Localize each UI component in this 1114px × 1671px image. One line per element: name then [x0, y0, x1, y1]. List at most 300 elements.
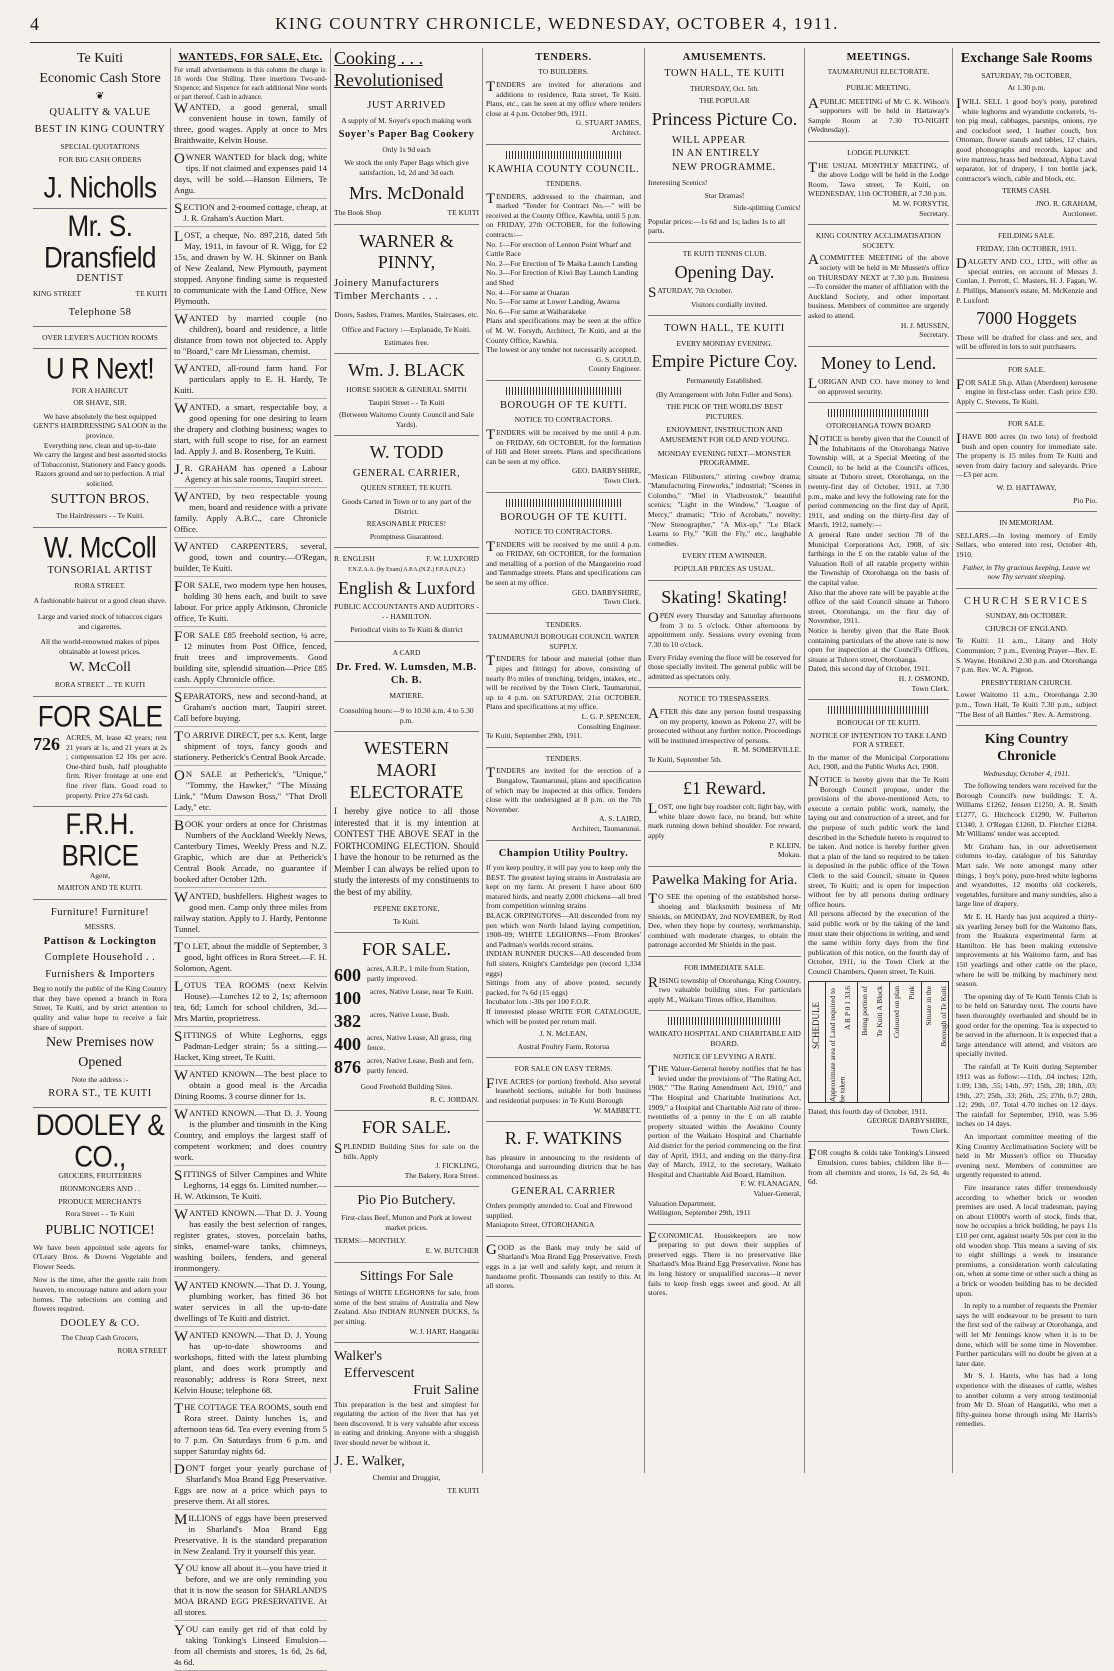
popular-usual: POPULAR PRICES AS USUAL.	[673, 564, 776, 574]
news-paragraphs	[956, 781, 1097, 1429]
classified-ad: DON'T forget your yearly purchase of Sharland's Moa Brand Egg Preservative. Eggs are now at a price which pays to preserve them. At all stores.	[174, 1463, 327, 1510]
osmond-name: H. J. OSMOND,	[898, 673, 949, 683]
brice-name: F.R.H. BRICE	[61, 806, 139, 873]
monday-next: MONDAY EVENING NEXT—MONSTER PROGRAMME.	[657, 448, 792, 468]
tenders-heading: TENDERS.	[535, 52, 592, 63]
mussen-title: Secretary.	[919, 330, 949, 340]
star-dramas: Star Dramas!	[704, 190, 745, 200]
divider	[486, 747, 641, 748]
english-luxford: English & Luxford	[338, 577, 475, 598]
soyer-price: Only 1s 9d each	[382, 144, 431, 154]
ornament-icon: ❦	[95, 90, 105, 102]
hattaway-for-sale: FOR SALE.	[1007, 419, 1046, 429]
black-trade: HORSE SHOER & GENERAL SMITH	[346, 385, 467, 395]
borough-text-1: TENDERS will be received by me until 4 p.m. on FRIDAY, 6th OCTOBER, for the formation of Hill and Hetet streets. Plans and specifications can be seen at my office.	[486, 426, 641, 466]
column-2	[170, 48, 330, 1668]
hattaway-text: IHAVE 800 acres (in two lots) of freehold bush and open country for immediate sale. The property is 15 miles from Te Kuiti and seven from dairy factory and saleyards. Price—£3 per acre.	[956, 431, 1097, 480]
kawhia-plans: Plans and specifications may be seen at the office of M. W. Forsyth, Architect, Te Kuiti, and at the County Office, Kawhia.	[486, 316, 641, 345]
english-name: R. ENGLISH	[334, 554, 375, 564]
somerville-name: R. M. SOMERVILLE.	[733, 745, 801, 755]
dentist-label: DENTIST	[76, 273, 124, 285]
economical-text: ECONOMICAL Housekeepers are now preparing to put down their supplies of preserved eggs. There is no preservative like Sharland's Moa Brand Egg Preservative. None has its long history or unqualified success—it never fails to keep fresh eggs sweet and good. At all stores.	[648, 1229, 801, 1298]
divider	[334, 731, 479, 732]
classified-ad: WANTED KNOWN—The best place to obtain a good meal is the Arcadia Dining Rooms. 3 course dinner for 1s.	[174, 1069, 327, 1105]
lot-description: acres, A.R.P., 1 mile from Station, partly improved.	[367, 964, 470, 983]
schedule-header-situate: Situate in the	[924, 985, 933, 1026]
classified-ad: WANTED KNOWN.—That D. J. Young has up-to-date showrooms and workshops, fitted with the latest plumbing plant, and does work promptly and reasonably; address is Rora Street, next Kelvin House; telephone 68.	[174, 1330, 327, 1399]
lodge-text: THE USUAL MONTHLY MEETING, of the above Lodge will be held in the Lodge Room, Tawa street, Te Kuiti, on WEDNESDAY, 11th OCTOBER, at 7.30 p.m.	[808, 159, 949, 199]
schedule-col-3	[889, 982, 922, 1102]
accountants-label: PUBLIC ACCOUNTANTS AND AUDITORS - - - HAMILTON.	[334, 602, 479, 621]
classified-ad: TO ARRIVE DIRECT, per s.s. Kent, large shipment of toys, fancy goods and stationery. Petherick's Central Book Arcade.	[174, 730, 327, 766]
mexican-programme: "Mexican Filibusters," stirring cowboy drama; "Manufacturing Fireworks," industrial; "Scenes in Colombo," "Miel in Vladivostok," beautiful scenics; "Light in the Window," "League of Mercy," dramatic; "Trio of Acrobats," novelty; "New Stenographer," "A Mix-up," "Le Black Learns to Fly," "Kill the Fly," etc., laughable comedies.	[648, 471, 801, 548]
watkins-orders: Orders promptly attended to. Coal and Firewood supplied.	[486, 1201, 633, 1220]
objections-text: All persons affected by the execution of the said public work or by the taking of the land must state their objections in writing, and send the same within forty days from the first publication of this notice, on the fourth day of October, 1911, to the Town Clerk at the Council Chambers, Queen street, Te Kuiti.	[808, 909, 949, 976]
sellars-verse: Father, in Thy gracious keeping, Leave we now Thy servant sleeping.	[962, 562, 1091, 582]
mccoll-address: RORA STREET ... TE KUITI	[54, 680, 146, 690]
warner-office: Office and Factory :—Esplanade, Te Kuiti.	[342, 325, 471, 335]
store-name: Economic Cash Store	[39, 70, 161, 86]
gould-title: County Engineer.	[588, 364, 641, 374]
allan-text: FOR SALE 5h.p. Allan (Aberdeen) kerosene engine in first-class order. Cash price £30. Apply C. Stevens, Te Kuiti.	[956, 376, 1097, 406]
opened-label: Opened	[78, 1055, 122, 1071]
taumarunui-electorate: TAUMARUNUI ELECTORATE.	[827, 67, 930, 77]
acres-number: 726	[33, 734, 60, 755]
divider	[648, 771, 801, 772]
butcher-name: E. W. BUTCHER	[425, 1245, 479, 1255]
lodge-heading: LODGE PLUNKET.	[847, 148, 910, 157]
hattaway-town: Pio Pio.	[1073, 495, 1097, 505]
classified-ad: SITTINGS of Silver Campines and White Leghorns, 14 eggs 6s. Limited number.—H. W. Atkinson, Te Kuiti.	[174, 1169, 327, 1205]
mccoll-name: W. McColl	[43, 529, 157, 565]
jordan-name: R. C. JORDAN.	[430, 1094, 479, 1104]
flanagan-name: F. W. FLANAGAN,	[740, 1179, 801, 1189]
divider	[334, 1262, 479, 1263]
flanagan-title: Valuer-General,	[753, 1188, 801, 1198]
arrangement: (By Arrangement with John Fuller and Sons).	[656, 389, 793, 399]
classifieds-heading: WANTEDS, FOR SALE, Etc.	[178, 52, 323, 63]
piopio-butchery: Pio Pio Butchery.	[357, 1193, 456, 1209]
james-name: G. STUART JAMES,	[575, 118, 641, 128]
lot-number: 100	[334, 988, 361, 1009]
classified-ad: WANTED KNOWN.—That D. J. Young has easily the best selection of ranges, register grates, stoves, porcelain baths, sinks, enamel-ware tanks, chimneys, washing boilers, fenders, and general ironmongery.	[174, 1208, 327, 1277]
todd-carrier: GENERAL CARRIER,	[352, 468, 461, 480]
public-meeting: PUBLIC MEETING.	[846, 83, 911, 93]
church-england: CHURCH OF ENGLAND.	[985, 623, 1068, 633]
feilding-date: FRIDAY, 13th OCTOBER, 1911.	[976, 243, 1077, 253]
dooley-grocers: GROCERS, FRUITERERS	[58, 1171, 142, 1181]
warner-estimates: Estimates free.	[384, 337, 429, 347]
pawelka-heading: Pawelka Making for Aria.	[651, 872, 798, 888]
news-paragraph: Mr S. J. Harris, who has had a long experience with the diseases of cattle, wishes to another column a very strong testimonial from Mr D. Sloan of Hangatiki, who met a fifty-guinea horse through using Mr Harris's remedies.	[956, 1371, 1097, 1429]
divider	[648, 687, 801, 688]
todd-street: QUEEN STREET, TE KUITI.	[360, 483, 453, 493]
divider	[808, 1141, 949, 1142]
otorohanga-notice: NOTICE is hereby given that the Council of the Inhabitants of the Otorohanga Native Township will, at a Special Meeting of the Council, to be held at the Council's offices, situate at Tuhoro street, Otorohanga, on the twenty-first day of October, 1911, at 7.30 p.m., make and levy the following rate for the period commencing on the first day of April, 1911, and ending on the thirty-first day of March, 1912, namely:—	[808, 433, 949, 530]
divider	[808, 346, 949, 347]
tenders-heading-4: TENDERS.	[545, 753, 582, 763]
revolutionised-heading: Revolutionised	[334, 69, 443, 90]
classified-ad: ON SALE at Petherick's, "Unique," "Tommy, the Hawker," "The Missing Link," "Mum Dawson Boss," "That Droll Lady," etc.	[174, 769, 327, 816]
pattison-furnishers: Furnishers & Importers	[45, 968, 155, 980]
warner-timber: Timber Merchants . . .	[334, 291, 439, 303]
schedule-value-area: A R P 0 1 33.6	[843, 985, 852, 1030]
laird-name: A. S. LAIRD,	[599, 814, 641, 824]
lorigan-text: LORIGAN AND CO. have money to lend on approved security.	[808, 376, 949, 396]
lot-number: 600	[334, 965, 361, 986]
hart-name: W. J. HART, Hangatiki	[409, 1326, 479, 1336]
divider	[486, 492, 641, 493]
news-paragraph: Fire insurance rates differ tremendously according to whether brick or wooden premises are used. A local tradesman, paying on about £1000's worth of stock, finds that, now he occupies a brick building, he pays 11s £10 per cent, against nearly 50s per cent in the old wooden shop. This means a saving of six to eight shillings a week to insurance premiums, a consideration worth calculating on, when at some time or other such a thing as a brick or wooden building has to be decided upon.	[956, 1183, 1097, 1298]
presbyterian-text: Lower Waitomo 11 a.m., Otorohanga 2.30 p.m., Town Hall, Te Kuiti 7.30 p.m., subject "The Best of all Battles." Rev. A. Armstrong.	[956, 690, 1097, 719]
page-number: 4	[30, 14, 41, 34]
mclean-farm: Austral Poultry Farm, Rotorua	[517, 1041, 610, 1051]
dentist-location: OVER LEVER'S AUCTION ROOMS	[42, 332, 158, 342]
sellars-text: SELLARS.—In loving memory of Emily Sellars, who entered into rest, October 4th, 1910.	[956, 530, 1097, 559]
skating-friday: Every Friday evening the floor will be reserved for those specially invited. The general public will be admitted as spectators only.	[648, 652, 801, 681]
tenders-heading-3: TENDERS.	[545, 619, 582, 629]
klein-town: Mokau.	[777, 850, 801, 860]
contract-item: No. 6—For same at Waiharakeke	[486, 306, 586, 316]
dooley-name: DOOLEY & CO.,	[35, 1107, 165, 1174]
soyer-stock: We stock the only Paper Bags which give satisfaction, 1d, 2d and 3d each	[344, 158, 469, 177]
pattison-text: Beg to notify the public of the King Country that they have opened a branch in Rora Street, Te Kuiti, and by strict attention to quality and value hope to receive a fair share of support.	[33, 984, 167, 1032]
poultry-text: If you keep poultry, it will pay you to keep only the BEST. The greatest laying strains in Australasia are kept on my farm. At present I have about 600 matured birds, and nearly 2,000 chickens—all bred from competition winning strains	[486, 863, 641, 911]
acres-text: ACRES, M. lease 42 years; rent 21 years at 1s, and 21 years at 2s ; compensation £2 10s per acre. One-third bush, half ploughable firm. River frontage at one end fine river flats. Good road to property. Price 27s 6d cash.	[66, 733, 167, 800]
divider	[33, 326, 167, 327]
lot-description: acres, Native Lease, All grass, ring fence.	[367, 1033, 472, 1052]
princess-picture-co: Princess Picture Co.	[651, 109, 798, 130]
black-between: (Between Waitomo County Council and Sale Yards).	[339, 410, 474, 429]
lot-row	[334, 987, 479, 1010]
kawhia-text: TENDERS, addressed to the chairman, and marked "Tender for Contract No.—" will be received at the County Office, Kawhia, until 5 p.m. on FRIDAY, 27th OCTOBER, for the following contracts:—	[486, 190, 641, 239]
news-paragraph: In reply to a number of requests the Premier says he will endeavour to be present to turn the first sod of the railway at Otorohanga, and will let Mr Jennings know when it is to be done, which will be some time in November. Further particulars will no doubt be given at a later date.	[956, 1301, 1097, 1368]
goodbank-text: GOOD as the Bank may truly be said of Sharland's Moa Brand Egg Preservative. Fresh eggs in a jar well and safely kept, and return it handsome profit. Thousands can testify to this. At all stores.	[486, 1241, 641, 1291]
town-hall-2: TOWN HALL, TE KUITI	[664, 323, 785, 335]
mcdonald-shop: The Book Shop	[334, 208, 382, 218]
classified-ad: J.R. GRAHAM has opened a Labour Agency at his sale rooms, Taupiri street.	[174, 463, 327, 488]
trespass-text: AFTER this date any person found trespassing on my property, known as Pokeno 27, will be prosecuted without any further notice. Proceedings will be instituted irrespective of persons.	[648, 705, 801, 745]
brice-location: MARTON AND TE KUITI.	[57, 883, 143, 893]
new-premises: New Premises now	[45, 1035, 155, 1051]
jordan-for-sale: FOR SALE.	[361, 939, 451, 960]
luxford-name: F. W. LUXFORD	[426, 554, 479, 564]
presbyterian-heading: PRESBYTERIAN CHURCH.	[981, 677, 1072, 687]
taumarunui-heading: TAUMARUNUI BOROUGH COUNCIL WATER SUPPLY.	[487, 632, 640, 651]
incubator-lots: Incubator lots :-30s per 100 F.O.R.	[486, 997, 591, 1007]
matter-text: In the matter of the Municipal Corporations Act, 1908, and the Public Works Act, 1908.	[808, 752, 949, 772]
divider	[648, 1010, 801, 1011]
kawhia-lowest: The lowest or any tender not necessarily accepted.	[486, 345, 638, 355]
classified-ad: YOU can easily get rid of that cold by taking Tonking's Linseed Emulsion—from all chemists and stores, 1s 6d, 2s 6d, 4s 6d.	[174, 1624, 327, 1671]
kawhia-tenders: TENDERS.	[545, 179, 582, 189]
jordan-lots	[334, 964, 479, 1079]
divider	[33, 348, 167, 349]
terms-cash: TERMS CASH.	[1002, 186, 1051, 196]
fruit-saline-heading: Fruit Saline	[413, 1382, 479, 1398]
divider	[486, 1236, 641, 1237]
tennis-heading: TE KUITI TENNIS CLUB.	[682, 248, 767, 258]
divider	[486, 1057, 641, 1058]
divider	[648, 315, 801, 316]
classified-ad: OWNER WANTED for black dog, white tips. If not claimed and expenses paid 14 days, will be sold.—Hanson Eilmers, Te Angu.	[174, 152, 327, 199]
fickling-text: SPLENDID Building Sites for sale on the hills. Apply	[334, 1140, 479, 1161]
divider	[334, 547, 479, 548]
columns	[30, 48, 1100, 1668]
dentist-town: TE KUITI	[135, 288, 167, 298]
divider	[808, 224, 949, 225]
sutton-saloon: GENT'S HAIRDRESSING SALOON in the province.	[33, 421, 167, 441]
divider	[33, 527, 167, 528]
side-splitting: Side-splitting Comics!	[733, 203, 801, 213]
saline-text: This preparation is the best and simplest for regulating the action of the liver that has yet been discovered. It is very valuable after excess in eating and drinking. Anyone with a sluggish liver should never be without it.	[334, 1399, 479, 1448]
walker-name: J. E. Walker,	[334, 1453, 405, 1469]
schedule-header-area: Approximate area of Land required to be taken	[828, 987, 847, 1102]
somerville-date: Te Kuiti, September 5th.	[648, 754, 722, 764]
dentist-street: KING STREET	[33, 288, 82, 298]
editorial-masthead: King Country Chronicle	[984, 732, 1069, 764]
crest-icon	[506, 151, 621, 159]
valuation-date: Wellington, September 29th, 1911	[648, 1208, 751, 1218]
crest-icon	[506, 499, 621, 507]
memoriam-heading: IN MEMORIAM.	[999, 518, 1054, 528]
divider	[334, 932, 479, 933]
todd-name: W. TODD	[369, 442, 444, 463]
dooley-address: Rora Street - - Te Kuiti	[65, 1209, 135, 1219]
lot-row	[334, 1033, 479, 1056]
black-name: Wm. J. BLACK	[348, 360, 465, 381]
enjoyment: ENJOYMENT, INSTRUCTION AND AMUSEMENT FOR OLD AND YOUNG.	[659, 425, 790, 444]
fickling-bakery: The Bakery, Rora Street.	[404, 1170, 479, 1180]
every-monday: EVERY MONDAY EVENING.	[676, 338, 773, 348]
catalogue-text: If interested please WRITE FOR CATALOGUE, which will be posted per return mail.	[486, 1006, 641, 1026]
pattison-line: Complete Household . .	[44, 952, 156, 964]
news-paragraph: The opening day of Te Kuiti Tennis Club is to be held on Saturday next. The courts have been thoroughly overhauled and should be in good order for the opening. Tea is expected to be served in the afternoon. It is expected that a large attendance will attend, and visitors are specially invited.	[956, 991, 1097, 1059]
contract-item: No. 4—For same at Ouarau	[486, 287, 570, 297]
sittings-text: Sittings of WHITE LEGHORNS for sale, from some of the best strains of Australia and New Zealand. Also INDIAN RUNNER DUCKS, 5s per sitting.	[334, 1288, 479, 1327]
classified-ad: THE COTTAGE TEA ROOMS, south end Rora street. Dainty lunches 1s, and afternoon teas 6d. Tea every evening from 5 to 7 p.m. On Saturdays from 6 p.m. and supper Saturday nights 6d.	[174, 1402, 327, 1460]
mccoll-haircut: A fashionable haircut or a good clean shave.	[33, 596, 167, 606]
western-maori-heading: WESTERN MAORI ELECTORATE	[349, 738, 464, 802]
mccoll-name-2: W. McColl	[69, 660, 131, 676]
fickling-for-sale: FOR SALE.	[361, 1117, 451, 1138]
kawhia-contracts	[486, 240, 641, 317]
exchange-date: SATURDAY, 7th OCTOBER,	[981, 70, 1072, 80]
lost-text: LOST, one light bay roadster colt, light bay, with white blaze down face, no brand, but white mark running down behind shoulder. For reward, apply	[648, 801, 801, 840]
town-hall-1: TOWN HALL, TE KUITI	[664, 68, 785, 80]
divider	[808, 402, 949, 403]
sutton-new: Everything new, clean and up-to-date	[43, 440, 157, 450]
skating-text: OPEN every Thursday and Saturday afternoons from 3 to 5 o'clock. Other afternoons by appointment only. Sessions every evening from 7.30 to 10 o'clock.	[648, 610, 801, 649]
note-address: Note the address :-	[71, 1074, 129, 1084]
mccoll-stock: Large and varied stock of tobaccos cigars and cigarettes.	[37, 611, 163, 631]
classified-ad: WANTED, a good general, small convenient house in town, family of three, good wages. Apply at once to Mrs Braithwaite, Kelvin House.	[174, 102, 327, 149]
divider	[334, 641, 479, 642]
qualifications: F.N.Z.A.A. (by Exam) A.P.A.(N.Z.) F.P.A.(N.Z.)	[348, 567, 465, 574]
eketone-text: I hereby give notice to all those interested that it is my intention at CONTEST THE ABOVE SEAT in the FORTHCOMING ELECTION. Should I have the honour to be returned as the Member I can always be relied upon to study the interests of my constituents to the best of my ability.	[334, 806, 479, 897]
lumsden-hours: Consulting hours:—9 to 10.30 a.m. 4 to 5.30 p.m.	[339, 706, 474, 725]
warner-name: WARNER & PINNY,	[359, 230, 454, 273]
just-arrived: JUST ARRIVED	[367, 100, 446, 112]
effervescent-heading: Effervescent	[344, 1366, 415, 1382]
classified-ad: SEPARATORS, new and second-hand, at Graham's auction mart, Taupiri street. Call before buying.	[174, 691, 327, 727]
dooley-street: RORA STREET	[117, 1345, 167, 1355]
pattison-name: Pattison & Lockington	[43, 935, 157, 947]
forsyth-title: Secretary.	[919, 208, 949, 218]
periodical-visits: Periodical visits to Te Kuiti & district	[350, 625, 463, 635]
divider	[33, 899, 167, 900]
princess-date: THURSDAY, Oct. 5th.	[690, 83, 759, 93]
divider	[334, 1186, 479, 1187]
mussen-name: H. J. MUSSEN,	[900, 320, 949, 330]
divider	[334, 1342, 479, 1343]
borough-heading-2: BOROUGH OF TE KUITI.	[499, 511, 628, 523]
warner-doors: Doors, Sashes, Frames, Mantles, Staircases, etc.	[334, 309, 479, 319]
masthead	[0, 14, 1114, 44]
james-architect: Architect.	[611, 128, 641, 137]
klein-name: P. KLEIN,	[769, 840, 801, 850]
ur-next-heading: U R Next!	[45, 351, 155, 386]
todd-promptness: Promptness Guaranteed.	[369, 531, 444, 541]
dransfield-name: Mr. S. Dransfield	[43, 208, 157, 275]
store-town: Te Kuiti	[76, 51, 124, 66]
classified-ad: WANTED, a smart, respectable boy, a good opening for one desiring to learn the drapery and clothing business; wages to start, with full scope to rise, for an earnest lad. Apply J. and B. Rosenberg, Te Kuiti.	[174, 402, 327, 460]
store-slogan: QUALITY & VALUE	[49, 107, 151, 119]
mabbett-name: W. MABBETT.	[593, 1105, 641, 1115]
sutton-hairdressers: The Hairdressers - - Te Kuiti.	[55, 511, 145, 521]
visitors-invited: Visitors cordially invited.	[690, 299, 768, 309]
classified-ad: FOR SALE, two modern type hen houses, holding 30 hens each, and built to save labour. For price apply Atkinson, Chronicle office, Te Kuiti.	[174, 580, 327, 627]
divider	[648, 1224, 801, 1225]
rising-text: RISING township of Otorohanga, King Country, two valuable building sites. For particulars apply M., Waikato Times office, Hamilton.	[648, 974, 801, 1004]
soyer-supply: A supply of M. Soyer's epoch making work	[341, 115, 472, 125]
money-to-lend: Money to Lend.	[820, 352, 937, 373]
lot-description: acres, Native Lease, near Te Kuiti.	[370, 987, 474, 997]
five-acres-text: FIVE ACRES (or portion) freehold. Also several leasehold sections, suitable for both business and residential purposes: in Te Kuiti Borough	[486, 1075, 641, 1106]
schedule-col-4	[921, 982, 948, 1102]
reward-heading: £1 Reward.	[683, 777, 766, 798]
dalgety-text: DALGETY AND CO., LTD., will offer as special entries, on account of Messrs J. Conlan, J. Perrott, C. Masters, H. J. Fagan, W. J. Phillips, Manson's estate, M. McKenzie and P. Luxford:	[956, 256, 1097, 305]
committee-text: ACOMMITTEE MEETING of the above society will be held in Mr Mussen's office on THURSDAY NEXT at 7.30 p.m. Business—To consider the matter of affiliation with the Auckland Society, and other important business. Members of committee are urgently asked to attend.	[808, 252, 949, 320]
osmond-title: Town Clerk.	[911, 683, 949, 693]
contract-item: No. 5—For same at Lower Landing, Awaroa	[486, 297, 620, 307]
contract-item: No. 1—For erection of Lennon Point Wharf and Cattle Race	[486, 239, 631, 259]
cooking-heading: Cooking . . .	[334, 48, 424, 68]
sutton-razors: Razors ground and set to perfection. A trial solicited.	[35, 469, 165, 489]
divider	[956, 588, 1097, 589]
graham-name: JNO. R. GRAHAM,	[1035, 198, 1097, 208]
classified-ad: WANTED by married couple (no children), board and residence, a little distance from town not objected to. Apply to "Board," care Mr Liessman, chemist.	[174, 313, 327, 360]
crest-icon	[506, 387, 621, 395]
eketone-name: PEPENE EKETONE,	[373, 904, 440, 914]
spencer-name: L. G. P. SPENCER,	[581, 712, 641, 722]
feilding-heading: FEILDING SALE.	[997, 231, 1056, 241]
new-programme: NEW PROGRAMME.	[672, 161, 776, 173]
dooley-ironmongers: IRONMONGERS AND . .	[59, 1184, 141, 1194]
valuation-dept: Valuation Department,	[648, 1198, 716, 1208]
divider	[334, 435, 479, 436]
walker-chemist: Chemist and Druggist,	[372, 1473, 441, 1483]
sutton-text: We have absolutely the best equipped	[43, 411, 157, 421]
hoggets-text: These will be drafted for class and sex, and will be offered in lots to suit purchasers.	[956, 332, 1097, 352]
coe-text: Te Kuiti: 11 a.m., Litany and Holy Communion; 7 p.m., Evening Prayer—Rev. E. S. Wayne. Honikiwi 2.30 p.m. and Otorohanga 7 p.m. Rev. W. A. Pigeon.	[956, 636, 1097, 675]
borough-heading-1: BOROUGH OF TE KUITI.	[499, 399, 628, 411]
classified-ad: SECTION and 2-roomed cottage, cheap, at J. R. Graham's Auction Mart.	[174, 202, 327, 227]
builders-text: TENDERS are invited for alterations and additions to residence, Rata street, Te Kuiti. Plans, etc., can be seen at my office where tenders close at 4 p.m. October 9th, 1911.	[486, 79, 641, 118]
kawhia-heading: KAWHIA COUNTY COUNCIL.	[487, 163, 640, 175]
eketone-town: Te Kuiti.	[393, 916, 420, 926]
dooley-now-is: Now is the time, after the gentle rain from heaven, to encourage nature and adorn your homes. The selections are coming and flowers required.	[33, 1275, 167, 1314]
divider	[808, 141, 949, 142]
opening-date: SATURDAY, 7th October.	[648, 285, 733, 302]
lot-description: acres, Native Lease, Bush and fern, partly fenced.	[367, 1056, 474, 1075]
empire-picture-coy: Empire Picture Coy.	[651, 351, 798, 372]
classifieds-list	[174, 102, 327, 1671]
newspaper-title: KING COUNTRY CHRONICLE, WEDNESDAY, OCTOBER 4, 1911.	[275, 14, 839, 33]
classified-ad: WANTED, all-round farm hand. For particulars apply to E. H. Hardy, Te Kuiti.	[174, 363, 327, 399]
soyer-title: Soyer's Paper Bag Cookery	[338, 129, 475, 141]
dooley-produce: PRODUCE MERCHANTS	[58, 1196, 142, 1206]
classified-ad: WANTED KNOWN.—That D. J. Young is the plumber and tinsmith in the King Country, and employs the largest staff of competent workmen; and does country work.	[174, 1108, 327, 1166]
store-slogan-2: BEST IN KING COUNTRY	[34, 123, 166, 135]
schedule-label: SCHEDULE	[811, 1001, 821, 1049]
lot-number: 400	[334, 1034, 361, 1055]
waikato-heading: WAIKATO HOSPITAL AND CHARITABLE AID BOARD.	[648, 1029, 801, 1049]
watkins-address: Maniapoto Street, OTOROHANGA	[486, 1220, 595, 1230]
column-1	[30, 48, 170, 1473]
pattison-address: RORA ST., TE KUITI	[48, 1088, 152, 1100]
divider	[956, 224, 1097, 225]
news-paragraph: Mr Graham has, in our advertisement columns to-day, catalogue of his Saturday Mart sale. We note amongst many other things, 1 boy's pony, pure-bred white leghorns and wyandottes, 12 months old cockerels, vegetables, furniture and many sundries, also a large line of drapery.	[956, 841, 1097, 909]
nicholls-name: J. Nicholls	[43, 170, 157, 205]
divider	[648, 242, 801, 243]
fickling-name: J. FICKLING,	[435, 1161, 479, 1171]
every-item: EVERY ITEM A WINNER.	[682, 551, 767, 561]
schedule-header-coloured: Coloured on plan	[892, 985, 901, 1038]
hoggets-heading: 7000 Hoggets	[976, 308, 1077, 329]
divider	[334, 353, 479, 354]
intention-heading: NOTICE OF INTENTION TO TAKE LAND FOR A STREET.	[810, 730, 947, 750]
coughs-text: FOR coughs & colds take Tonking's Linseed Emulsion, cures babies, children like it—from all chemists and stores, 1s 6d, 2s 6d, 4s 6d.	[808, 1147, 949, 1187]
notice-contractors-1: NOTICE TO CONTRACTORS.	[514, 415, 613, 425]
sutton-tobacco: We carry the largest and best assorted stocks of Tobacconist, Stationery and Fancy goods.	[33, 450, 167, 469]
divider	[33, 696, 167, 697]
masthead-rule	[30, 42, 1100, 43]
mcdonald-name: Mrs. McDonald	[349, 183, 464, 204]
watkins-carrier: GENERAL CARRIER	[511, 1185, 616, 1197]
classified-ad: WANTED, bushfellers. Highest wages to good men. Camp only three miles from railway station. Apply to J. Hardy, Pentonne Tunnel.	[174, 891, 327, 938]
lot-row	[334, 1056, 479, 1079]
jordan-freehold: Good Freehold Building Sites.	[360, 1082, 453, 1092]
classified-ad: MILLIONS of eggs have been preserved in Sharland's Moa Brand Egg Preservative. It is the standard preparation in New Zealand. Try it yourself this year.	[174, 1513, 327, 1560]
news-paragraph: Mr E. H. Hardy has just acquired a thirty-six yearling Jersey bull for the Waitomo flats, from the Ruakura experimental farm at Hamilton. He has been making extensive improvements at his Waitomo farm, and has 150 yearlings and other cattle on the place, where he will be milking by machinery next season.	[956, 912, 1097, 989]
the-popular: THE POPULAR	[699, 96, 750, 106]
divider	[956, 511, 1097, 512]
divider	[648, 580, 801, 581]
darbyshire-title-2: Town Clerk.	[603, 597, 641, 607]
trespassers-heading: NOTICE TO TRESPASSERS.	[678, 694, 771, 704]
lot-description: acres, Native Lease, Bush.	[370, 1010, 450, 1020]
piopio-meat: First-class Beef, Mutton and Pork at lowest market prices.	[341, 1213, 472, 1232]
exchange-time: At 1.30 p.m.	[1007, 83, 1046, 93]
walker-town: TE KUITI	[447, 1486, 479, 1496]
lumsden-name: Dr. Fred. W. Lumsden, M.B. Ch. B.	[336, 661, 477, 687]
schedule-table	[808, 981, 949, 1103]
church-services-heading: CHURCH SERVICES	[963, 595, 1090, 607]
classified-ad: TO LET, about the middle of September, 3 good, light offices in Rora Street.—F. H. Solomon, Agent.	[174, 941, 327, 977]
interesting-scenics: Interesting Scenics!	[648, 177, 708, 187]
divider	[956, 358, 1097, 359]
